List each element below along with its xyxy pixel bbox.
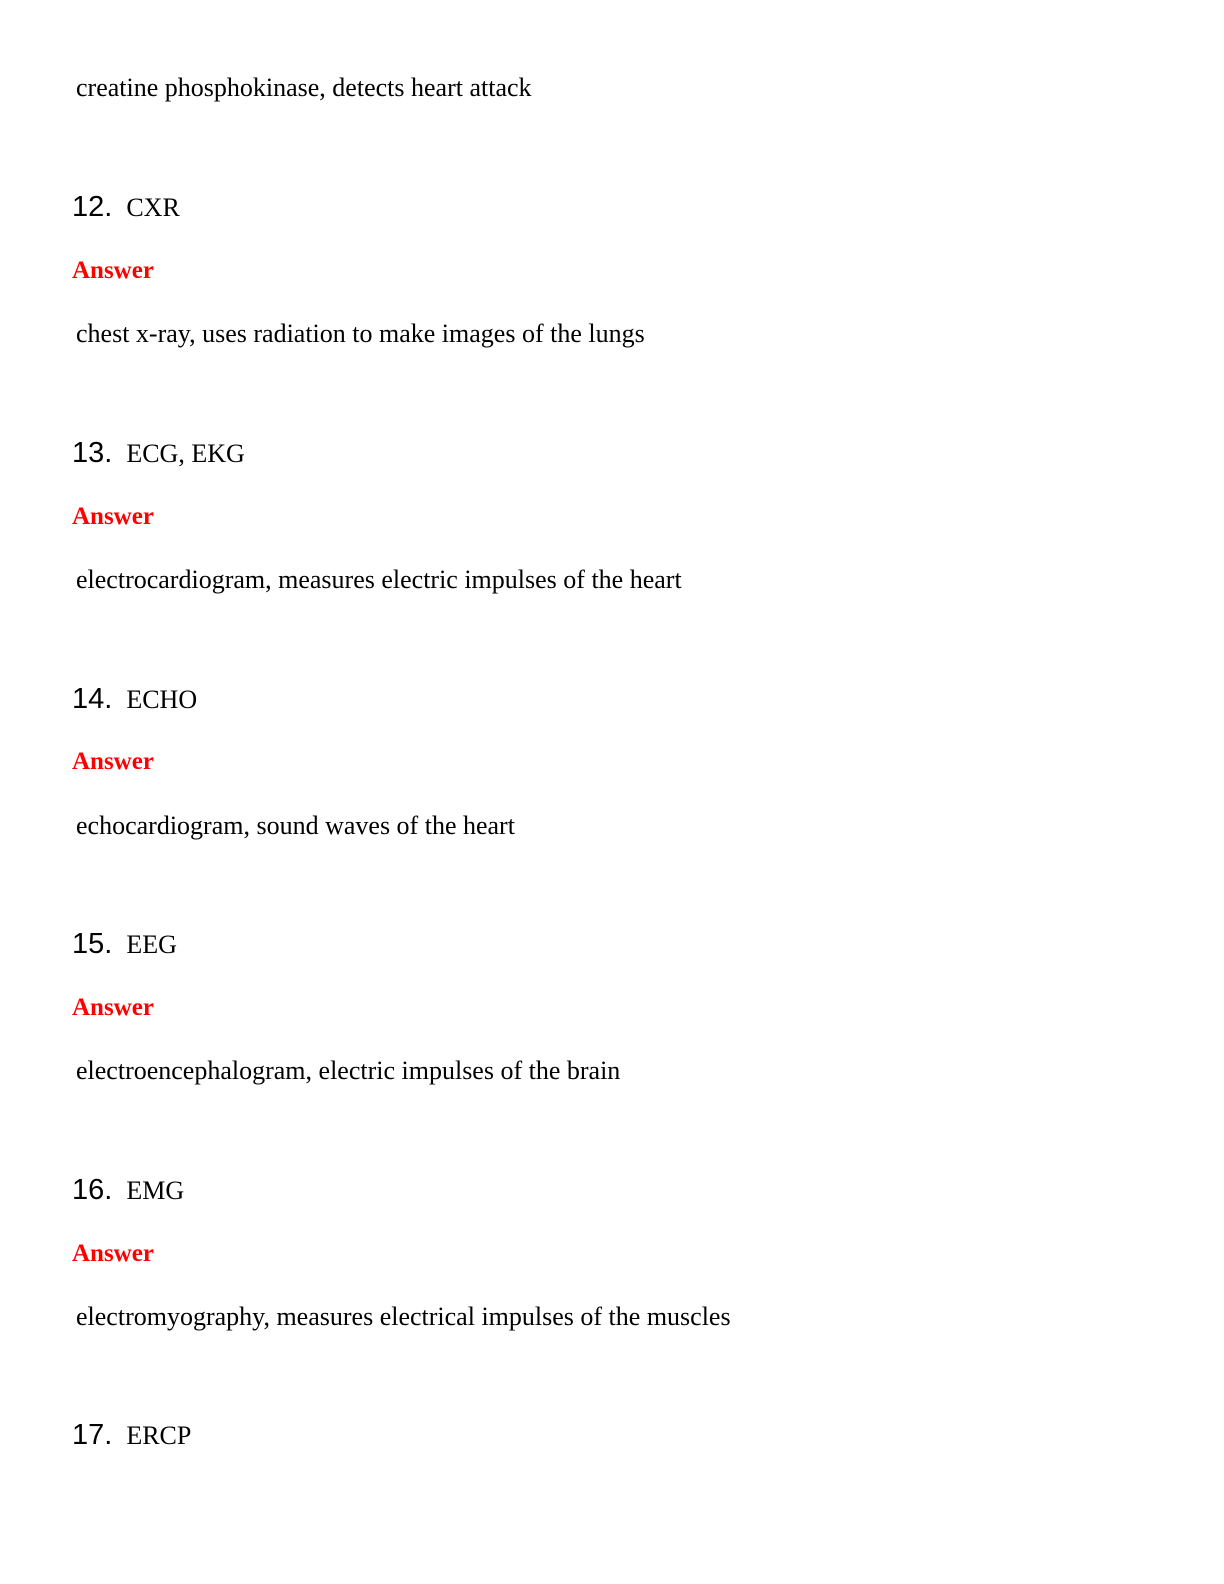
question-number: 15. — [72, 928, 113, 960]
question-number: 12. — [72, 191, 113, 223]
question-term: CXR — [126, 193, 180, 222]
question-item — [72, 927, 177, 966]
answer-text: electroencephalogram, electric impulses of the brain — [76, 1056, 621, 1085]
question-item — [72, 1418, 191, 1457]
question-term: ERCP — [126, 1421, 192, 1450]
answer-text: echocardiogram, sound waves of the heart — [76, 811, 515, 840]
answer-label: Answer — [72, 1240, 154, 1267]
question-term: EMG — [126, 1176, 185, 1205]
question-item — [72, 436, 245, 475]
question-number: 17. — [72, 1419, 113, 1451]
question-number: 16. — [72, 1174, 113, 1206]
answer-text: electrocardiogram, measures electric impulses of the heart — [76, 565, 682, 594]
answer-text: chest x-ray, uses radiation to make images of the lungs — [76, 319, 645, 348]
question-number: 13. — [72, 437, 113, 469]
question-item — [72, 190, 180, 229]
question-item — [72, 1173, 184, 1212]
question-term: ECG, EKG — [126, 439, 245, 468]
question-term: EEG — [126, 930, 177, 959]
question-term: ECHO — [126, 685, 198, 714]
answer-label: Answer — [72, 257, 154, 284]
answer-label: Answer — [72, 994, 154, 1021]
answer-text: creatine phosphokinase, detects heart attack — [76, 73, 532, 102]
question-number: 14. — [72, 683, 113, 715]
answer-label: Answer — [72, 748, 154, 775]
answer-text: electromyography, measures electrical impulses of the muscles — [76, 1302, 731, 1331]
question-item — [72, 682, 197, 721]
answer-label: Answer — [72, 503, 154, 530]
